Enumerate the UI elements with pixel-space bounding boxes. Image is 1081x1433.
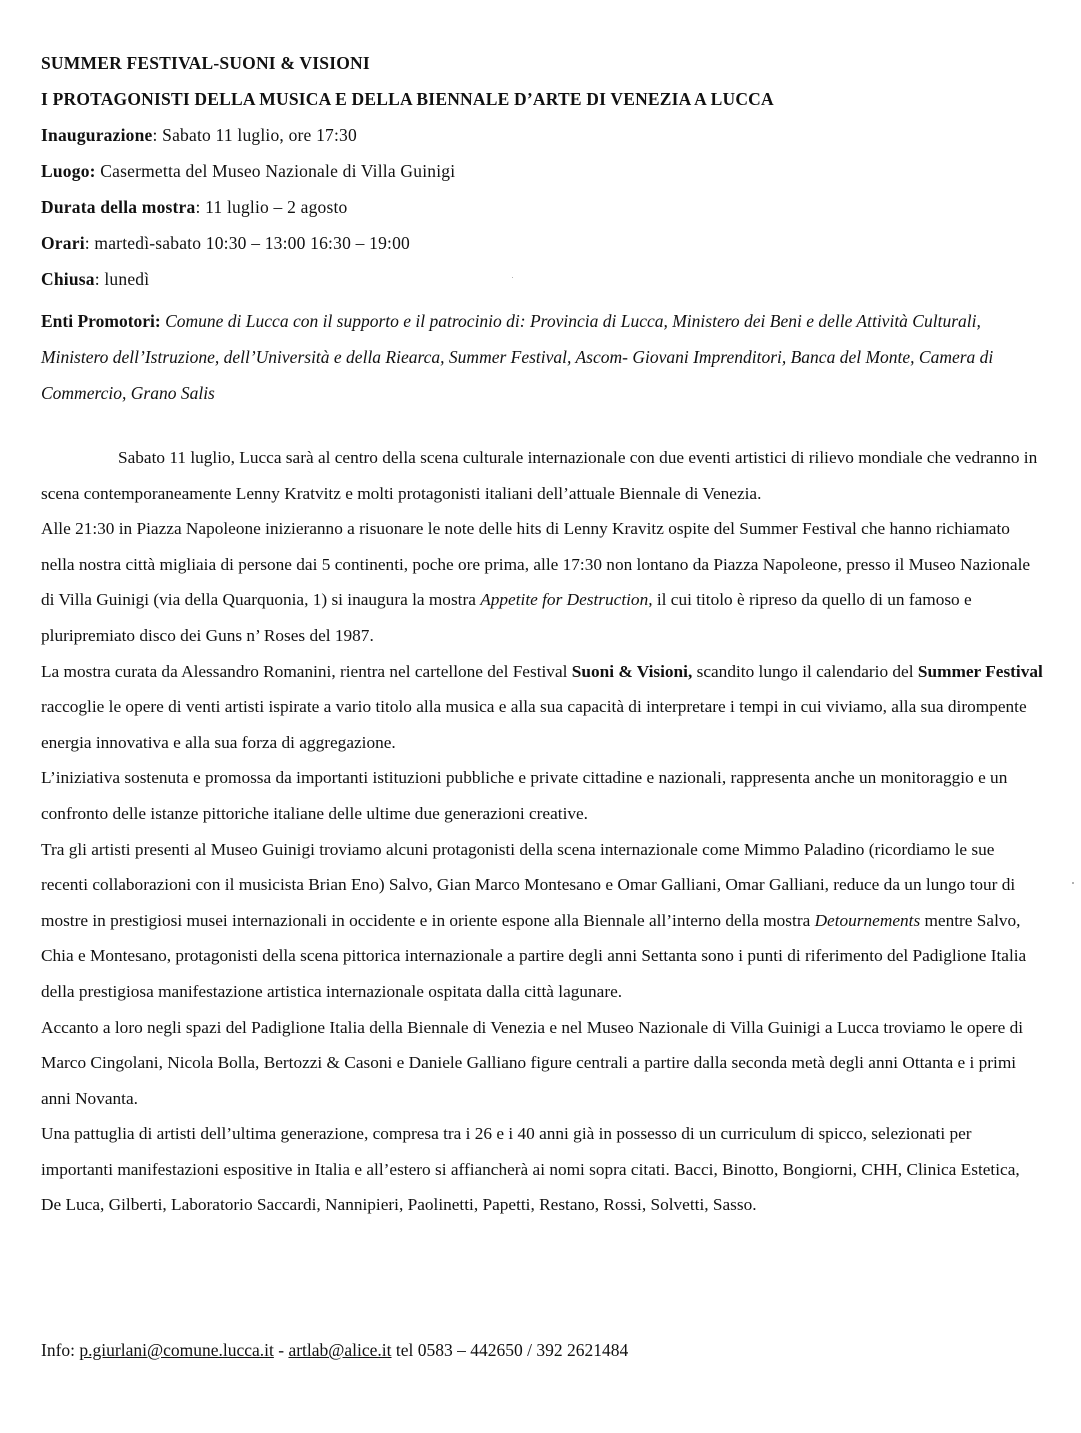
paragraph-1: Sabato 11 luglio, Lucca sarà al centro della scena culturale internazionale con due eventi artistici di rilievo mondiale che vedranno in scena contemporaneamente Lenny Kratvitz e molti protagonisti italiani dell’attuale Biennale di Venezia.: [41, 448, 1038, 503]
info-label: Info:: [41, 1340, 80, 1360]
durata-label: Durata della mostra: [41, 197, 196, 217]
paragraph-2-text-a: Alle 21:30 in Piazza Napoleone inizieranno a risuonare le note delle hits di Lenny Kravitz ospite del Summer Festival che hanno richiamato nella nostra città migliaia di persone dai 5 continenti, poche ore prima, alle 17:30 non lontano da Piazza Napoleone, presso il Museo Nazionale di Villa Guinigi (via della Quarquonia, 1) si inaugura la mostra: [41, 519, 1031, 610]
paragraph-5-text-b: mentre Salvo, Chia e Montesano, protagonisti della scena pittorica internazionale a partire degli anni Settanta sono i punti di riferimento del Padiglione Italia della prestigiosa manifestazione artistica internazionale ospitata dalla città lagunare.: [41, 910, 1027, 1001]
paragraph-5-title: Detournements: [814, 910, 921, 930]
paragraph-3: [41, 654, 1043, 761]
paragraph-4: L’iniziativa sostenuta e promossa da importanti istituzioni pubbliche e private cittadine e nazionali, rappresenta anche un monitoraggio e un confronto delle istanze pittoriche italiane delle ultime due generazioni creative.: [41, 768, 1008, 823]
contact-info: [41, 1340, 628, 1361]
info-phone: tel 0583 – 442650 / 392 2621484: [391, 1340, 629, 1360]
scan-speck: [512, 277, 513, 278]
info-enti-promotori: [41, 303, 1041, 411]
paragraph-3-text-a: La mostra curata da Alessandro Romanini, rientra nel cartellone del Festival: [41, 661, 572, 681]
orari-value: : martedì-sabato 10:30 – 13:00 16:30 – 19:00: [84, 233, 410, 253]
luogo-value: Casermetta del Museo Nazionale di Villa Guinigi: [95, 161, 456, 181]
info-separator: -: [273, 1340, 289, 1360]
article-body: [41, 440, 1043, 1223]
chiusa-value: : lunedì: [94, 269, 150, 289]
inaugurazione-label: Inaugurazione: [41, 125, 153, 145]
info-luogo: [41, 161, 455, 182]
email-link-comune[interactable]: p.giurlani@comune.lucca.it: [79, 1340, 274, 1360]
scan-speck: [1072, 882, 1074, 884]
paragraph-2-title: Appetite for Destruction,: [480, 590, 653, 610]
enti-label: Enti Promotori:: [41, 311, 161, 331]
enti-value: Comune di Lucca con il supporto e il patrocinio di: Provincia di Lucca, Ministero dei Beni e delle Attività Culturali, Ministero dell’Istruzione, dell’Università e della Riearca, Summer Festival, Ascom- Giovani Imprenditori, Banca del Monte, Camera di Commercio, Grano Salis: [41, 311, 994, 403]
durata-value: : 11 luglio – 2 agosto: [195, 197, 348, 217]
paragraph-3-summer: Summer Festival: [917, 661, 1043, 681]
title-subtitle: I PROTAGONISTI DELLA MUSICA E DELLA BIENNALE D’ARTE DI VENEZIA A LUCCA: [41, 89, 774, 109]
title-festival: SUMMER FESTIVAL-SUONI & VISIONI: [41, 53, 370, 73]
paragraph-3-text-b: scandito lungo il calendario del: [692, 661, 918, 681]
paragraph-2: [41, 511, 1043, 653]
paragraph-5-text-a: Tra gli artisti presenti al Museo Guinigi troviamo alcuni protagonisti della scena internazionale come Mimmo Paladino (ricordiamo le sue recenti collaborazioni con il musicista Brian Eno) Salvo, Gian Marco Montesano e Omar Galliani, Omar Galliani, reduce da un lungo tour di mostre in prestigiosi musei internazionali in occidente e in oriente espone alla Biennale all’interno della mostra: [41, 839, 1016, 930]
paragraph-2-text-b: il cui titolo è ripreso da quello di un famoso e pluripremiato disco dei Guns n’ Roses del 1987.: [41, 590, 972, 645]
paragraph-5: [41, 832, 1043, 1010]
luogo-label: Luogo:: [41, 161, 96, 181]
paragraph-7: Una pattuglia di artisti dell’ultima generazione, compresa tra i 26 e i 40 anni già in possesso di un curriculum di spicco, selezionati per importanti manifestazioni espositive in Italia e all’estero si affiancherà ai nomi sopra citati. Bacci, Binotto, Bongiorni, CHH, Clinica Estetica, De Luca, Gilberti, Laboratorio Saccardi, Nannipieri, Paolinetti, Papetti, Restano, Rossi, Solvetti, Sasso.: [41, 1124, 1020, 1215]
info-inaugurazione: [41, 125, 357, 146]
paragraph-3-text-c: raccoglie le opere di venti artisti ispirate a vario titolo alla musica e alla sua capacità di interpretare i tempi in cui viviamo, alla sua dirompente energia innovativa e alla sua forza di aggregazione.: [41, 697, 1027, 752]
chiusa-label: Chiusa: [41, 269, 95, 289]
paragraph-6: Accanto a loro negli spazi del Padiglione Italia della Biennale di Venezia e nel Museo Nazionale di Villa Guinigi a Lucca troviamo le opere di Marco Cingolani, Nicola Bolla, Bertozzi & Casoni e Daniele Galliano figure centrali a partire dalla seconda metà degli anni Ottanta e i primi anni Novanta.: [41, 1017, 1024, 1108]
orari-label: Orari: [41, 233, 85, 253]
info-orari: [41, 233, 410, 254]
email-link-artlab[interactable]: artlab@alice.it: [288, 1340, 392, 1360]
info-durata: [41, 197, 348, 218]
paragraph-3-festival: Suoni & Visioni,: [571, 661, 693, 681]
inaugurazione-value: : Sabato 11 luglio, ore 17:30: [152, 125, 357, 145]
info-chiusa: [41, 269, 149, 290]
